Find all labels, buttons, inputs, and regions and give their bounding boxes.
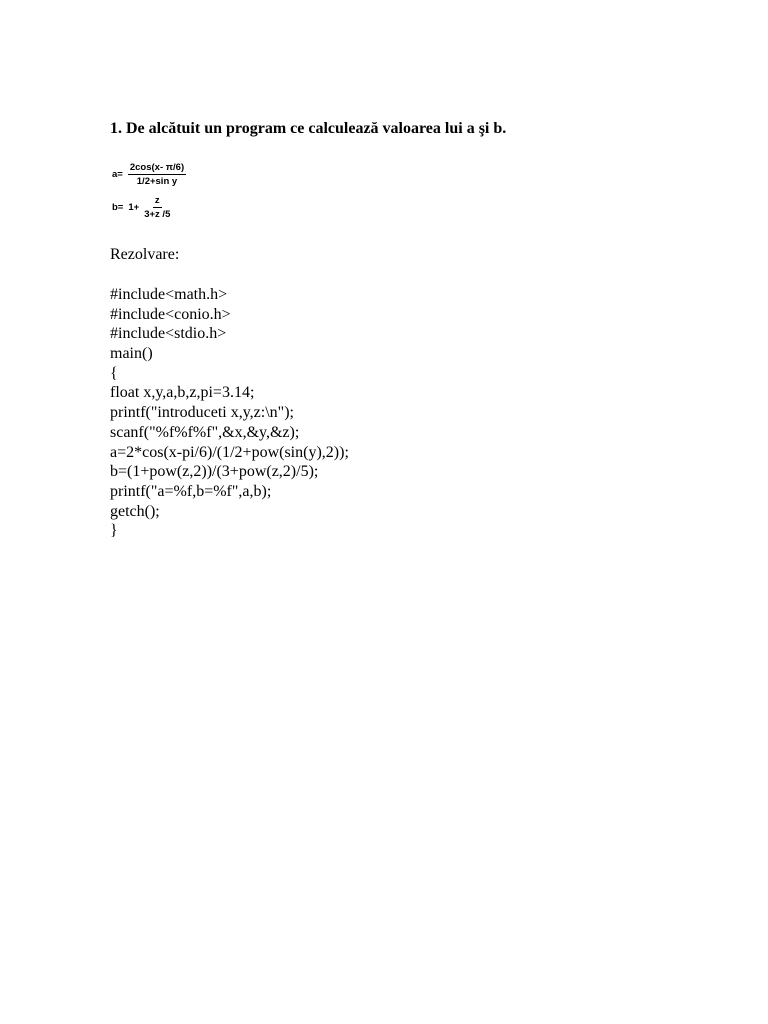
code-block xyxy=(110,285,349,541)
code-line: #include<math.h> xyxy=(110,286,228,303)
formula-b-numerator: z xyxy=(154,195,160,206)
code-line: main() xyxy=(110,345,153,363)
formula-b-prefix: 1+ xyxy=(128,202,140,213)
formula-a-fraction xyxy=(128,162,186,187)
formula-a xyxy=(112,162,186,187)
code-line: #include<conio.h> xyxy=(110,305,231,323)
code-line: } xyxy=(110,522,118,540)
code-line: b=(1+pow(z,2))/(3+pow(z,2)/5); xyxy=(110,463,319,481)
code-line: getch(); xyxy=(110,502,160,520)
code-line: #include<stdio.h> xyxy=(110,325,227,343)
code-line: printf("a=%f,b=%f",a,b); xyxy=(110,482,272,500)
formula-a-lhs: a= xyxy=(112,169,123,180)
formula-a-denominator: 1/2+sin y xyxy=(136,176,178,187)
code-line: float x,y,a,b,z,pi=3.14; xyxy=(110,384,255,402)
code-line: { xyxy=(110,364,118,382)
code-line: a=2*cos(x-pi/6)/(1/2+pow(sin(y),2)); xyxy=(110,443,349,461)
code-line: scanf("%f%f%f",&x,&y,&z); xyxy=(110,423,300,441)
formula-b-denominator: 3+z /5 xyxy=(144,209,171,220)
solution-label: Rezolvare: xyxy=(110,246,180,263)
code-line: printf("introduceti x,y,z:\n"); xyxy=(110,404,294,422)
formula-b xyxy=(112,195,172,220)
formula-a-numerator: 2cos(x- π/6) xyxy=(129,162,185,173)
problem-title: 1. De alcătuit un program ce calculează valoarea lui a şi b. xyxy=(110,120,507,137)
formula-b-fraction xyxy=(142,195,172,220)
formula-b-lhs: b= xyxy=(112,202,124,213)
